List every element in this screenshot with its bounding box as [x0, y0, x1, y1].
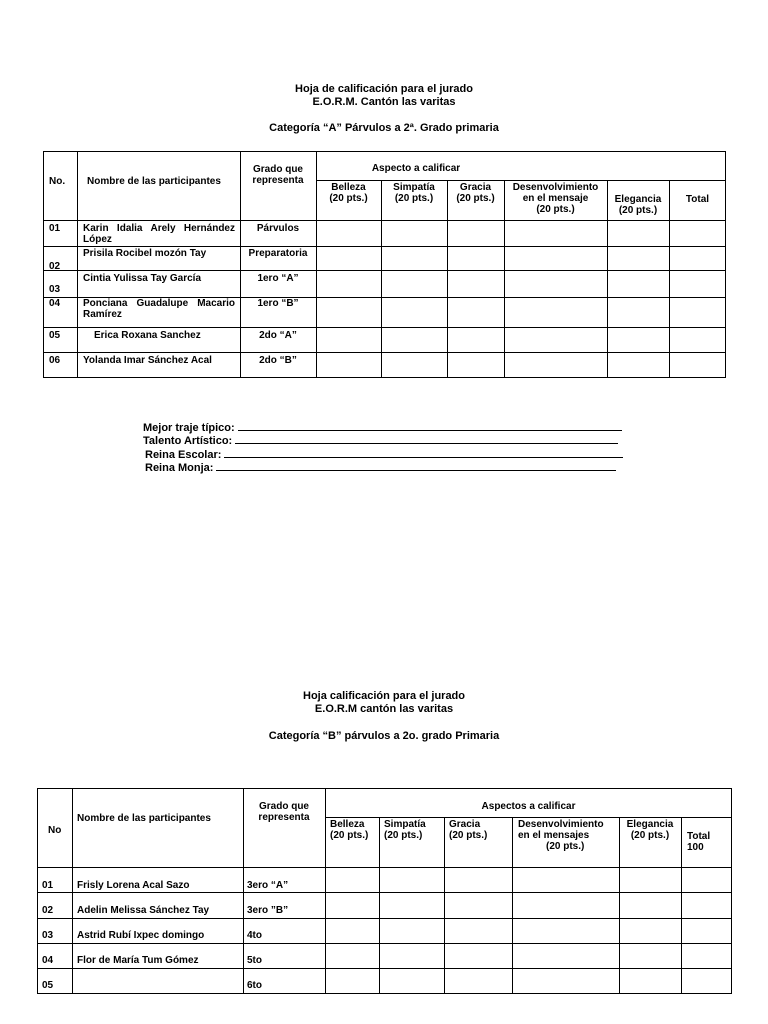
award-field-reina-escolar[interactable]: Reina Escolar:: [145, 447, 623, 462]
award-field-talento[interactable]: Talento Artístico:: [143, 433, 618, 448]
col-header-gracia: Gracia (20 pts.): [456, 182, 495, 204]
col-header-gracia: Gracia (20 pts.): [449, 819, 488, 841]
form-a-school: E.O.R.M. Cantón las varitas: [312, 96, 456, 108]
participant-grade: Párvulos: [256, 223, 300, 234]
col-header-no: No.: [49, 176, 66, 187]
participant-grade: 3ero “A”: [247, 880, 289, 891]
form-b-category: Categoría “B” párvulos a 2o. grado Primaria: [268, 730, 500, 742]
col-header-aspect: Aspectos a calificar: [481, 801, 576, 812]
col-header-grade: Grado que representa: [252, 164, 304, 186]
participant-grade: 5to: [247, 955, 262, 966]
col-header-desenvolvimiento: Desenvolvimiento en el mensajes (20 pts.): [518, 819, 604, 852]
participant-grade: 6to: [247, 980, 262, 991]
col-header-grade: Grado que representa: [258, 801, 310, 823]
col-header-no: No: [48, 825, 62, 836]
participant-name: Erica Roxana Sanchez: [94, 330, 201, 341]
row-number: 05: [42, 980, 54, 991]
col-header-total: Total: [685, 194, 710, 205]
col-header-name: Nombre de las participantes: [87, 176, 221, 187]
participant-grade: 2do “A”: [259, 330, 297, 341]
col-header-belleza: Belleza (20 pts.): [329, 182, 368, 204]
col-header-belleza: Belleza (20 pts.): [330, 819, 369, 841]
row-number: 06: [49, 355, 61, 366]
row-number: 03: [49, 284, 61, 295]
form-b-title: Hoja calificación para el jurado: [303, 690, 465, 702]
col-header-elegancia: Elegancia (20 pts.): [626, 819, 674, 841]
row-number: 05: [49, 330, 61, 341]
award-field-reina-monja[interactable]: Reina Monja:: [145, 460, 616, 475]
row-number: 03: [42, 930, 54, 941]
award-field-traje[interactable]: Mejor traje típico:: [143, 420, 622, 435]
participant-name: Flor de María Tum Gómez: [77, 955, 199, 966]
participant-grade: 3ero ”B”: [247, 905, 289, 916]
participant-grade: 1ero “B”: [257, 298, 299, 309]
col-header-elegancia: Elegancia (20 pts.): [614, 194, 662, 216]
participant-grade: 4to: [247, 930, 262, 941]
row-number: 04: [49, 298, 61, 309]
col-header-total: Total 100: [687, 831, 711, 853]
col-header-desenvolvimiento: Desenvolvimiento en el mensaje (20 pts.): [512, 182, 599, 215]
participant-name: Prisila Rocibel mozón Tay: [83, 248, 207, 259]
col-header-simpatia: Simpatía (20 pts.): [384, 819, 426, 841]
participant-name: Ponciana Guadalupe Macario Ramírez: [83, 298, 235, 320]
participant-name: Yolanda Imar Sánchez Acal: [83, 355, 212, 366]
row-number: 04: [42, 955, 54, 966]
participant-grade: Preparatoria: [248, 248, 308, 259]
form-a-category: Categoría “A” Párvulos a 2ª. Grado primaria: [269, 122, 499, 134]
row-number: 02: [42, 905, 54, 916]
form-b-school: E.O.R.M cantón las varitas: [314, 703, 454, 715]
participant-name: Cintia Yulissa Tay García: [83, 273, 202, 284]
row-number: 01: [42, 880, 54, 891]
participant-name: Adelin Melissa Sánchez Tay: [77, 905, 210, 916]
form-a-title: Hoja de calificación para el jurado: [295, 83, 473, 95]
row-number: 01: [49, 223, 61, 234]
participant-name: Astrid Rubí Ixpec domingo: [77, 930, 205, 941]
col-header-aspect: Aspecto a calificar: [371, 163, 461, 174]
participant-grade: 1ero “A”: [257, 273, 299, 284]
col-header-simpatia: Simpatía (20 pts.): [393, 182, 435, 204]
row-number: 02: [49, 261, 61, 272]
participant-name: Karin Idalia Arely Hernández López: [83, 223, 235, 245]
col-header-name: Nombre de las participantes: [77, 813, 211, 824]
participant-grade: 2do “B”: [259, 355, 297, 366]
participant-name: Frisly Lorena Acal Sazo: [77, 880, 190, 891]
